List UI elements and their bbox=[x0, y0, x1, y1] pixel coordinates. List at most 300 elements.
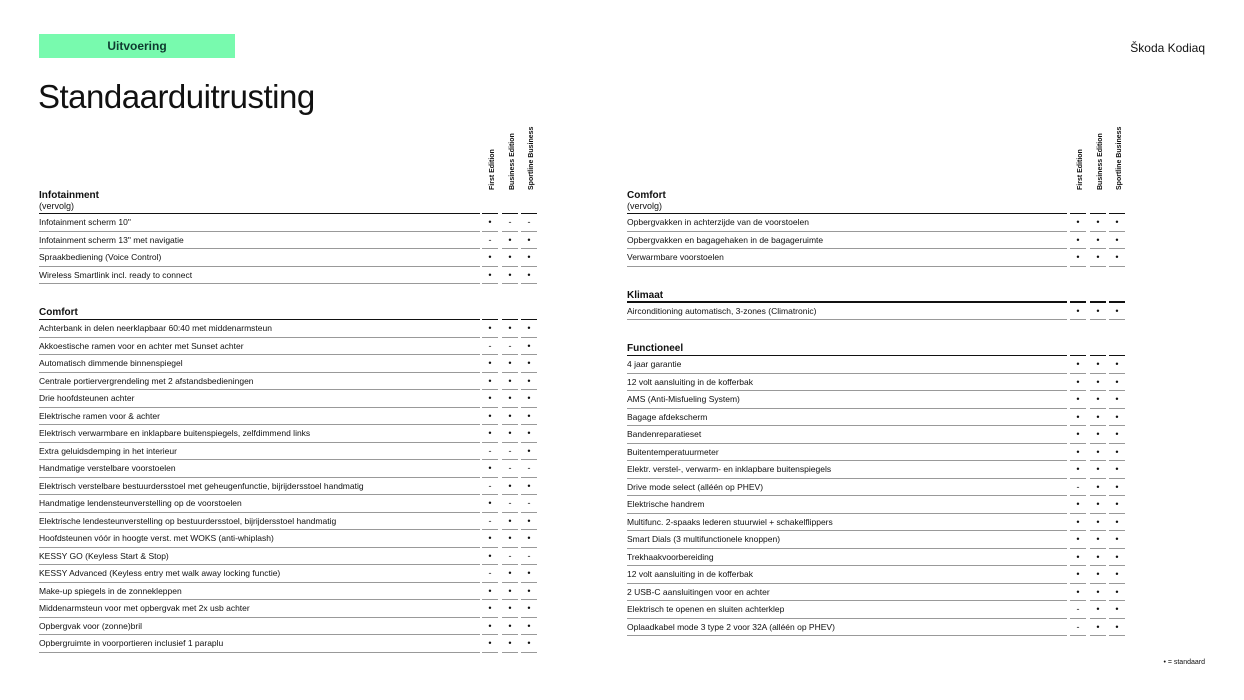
row-value: • bbox=[1076, 516, 1080, 527]
column-rule bbox=[1070, 213, 1086, 215]
column-rule bbox=[482, 337, 498, 338]
row-value: • bbox=[1115, 516, 1119, 527]
row-label: Bandenreparatieset bbox=[627, 429, 702, 439]
row-value: • bbox=[488, 638, 492, 648]
column-rule bbox=[1070, 548, 1086, 549]
row-value: • bbox=[1096, 376, 1100, 387]
row-label: AMS (Anti-Misfueling System) bbox=[627, 394, 740, 404]
row-value: • bbox=[488, 323, 492, 333]
column-rule bbox=[521, 407, 537, 408]
row-value: • bbox=[1096, 359, 1100, 369]
column-rule bbox=[521, 512, 537, 513]
row-value: • bbox=[488, 620, 492, 631]
column-rule bbox=[1070, 425, 1086, 426]
column-rule bbox=[482, 354, 498, 355]
row-rule bbox=[39, 248, 480, 249]
section-title bbox=[627, 343, 683, 354]
row-value: • bbox=[1096, 534, 1100, 544]
row-value: • bbox=[527, 340, 531, 351]
row-label: Verwarmbare voorstoelen bbox=[627, 252, 724, 262]
column-rule bbox=[1090, 355, 1106, 357]
column-rule bbox=[1109, 513, 1125, 514]
section-title-text: Klimaat bbox=[627, 289, 664, 301]
row-rule bbox=[627, 373, 1067, 374]
section-title bbox=[627, 190, 666, 212]
row-value: • bbox=[527, 252, 531, 262]
row-value: • bbox=[488, 269, 492, 280]
column-header bbox=[1070, 120, 1090, 190]
row-value: • bbox=[1096, 394, 1100, 404]
column-rule bbox=[1070, 495, 1086, 496]
row-value: • bbox=[488, 252, 492, 262]
row-value: • bbox=[1115, 429, 1119, 439]
row-value: • bbox=[527, 358, 531, 368]
row-rule bbox=[627, 460, 1067, 461]
column-rule bbox=[1109, 408, 1125, 409]
row-value: • bbox=[1115, 499, 1119, 509]
row-value: • bbox=[1096, 604, 1100, 614]
row-rule bbox=[39, 389, 480, 390]
row-label: Elektrische handrem bbox=[627, 499, 705, 509]
column-rule bbox=[1070, 635, 1086, 636]
column-rule bbox=[482, 547, 498, 548]
row-value: • bbox=[527, 480, 531, 491]
section-suffix: (vervolg) bbox=[39, 201, 75, 211]
column-rule bbox=[1090, 548, 1106, 549]
column-rule bbox=[1070, 583, 1086, 584]
row-value: • bbox=[488, 375, 492, 386]
column-rule bbox=[1109, 618, 1125, 619]
column-rule bbox=[482, 494, 498, 495]
section-rule bbox=[39, 319, 480, 321]
section-title-text: Functioneel bbox=[627, 343, 684, 354]
row-value: • bbox=[527, 533, 531, 543]
column-rule bbox=[482, 389, 498, 390]
row-value: - bbox=[1076, 481, 1080, 492]
row-value: - bbox=[488, 340, 492, 351]
column-rule bbox=[521, 266, 537, 267]
row-value: • bbox=[1115, 234, 1119, 245]
column-rule bbox=[1109, 355, 1125, 357]
row-value: • bbox=[508, 533, 512, 543]
column-rule bbox=[1070, 355, 1086, 357]
column-rule bbox=[1090, 266, 1106, 267]
row-value: - bbox=[527, 550, 531, 561]
row-rule bbox=[627, 266, 1067, 267]
column-rule bbox=[1109, 231, 1125, 232]
section-title-text: Infotainment bbox=[39, 190, 99, 201]
column-rule bbox=[1090, 319, 1106, 320]
row-value: • bbox=[527, 515, 531, 526]
row-value: • bbox=[1115, 534, 1119, 544]
row-value: • bbox=[527, 410, 531, 421]
column-rule bbox=[502, 442, 518, 443]
row-value: - bbox=[1076, 621, 1080, 632]
column-rule bbox=[482, 283, 498, 284]
row-value: • bbox=[1115, 551, 1119, 562]
column-rule bbox=[502, 407, 518, 408]
row-label: 2 USB-C aansluitingen voor en achter bbox=[627, 586, 770, 597]
row-value: • bbox=[508, 358, 512, 368]
row-rule bbox=[39, 477, 480, 478]
column-rule bbox=[1109, 373, 1125, 374]
column-rule bbox=[482, 372, 498, 373]
column-rule bbox=[482, 652, 498, 653]
row-value: • bbox=[488, 428, 492, 438]
column-rule bbox=[502, 266, 518, 267]
column-rule bbox=[502, 599, 518, 600]
row-value: • bbox=[1096, 446, 1100, 457]
column-rule bbox=[1070, 443, 1086, 444]
column-rule bbox=[482, 617, 498, 618]
row-value: • bbox=[1076, 551, 1080, 562]
row-value: - bbox=[527, 498, 531, 508]
section-tag: Uitvoering bbox=[39, 34, 235, 58]
section-title-text: Comfort bbox=[627, 190, 666, 201]
row-label: Buitentemperatuurmeter bbox=[627, 446, 719, 457]
row-value: • bbox=[508, 568, 512, 578]
row-value: • bbox=[1096, 481, 1100, 492]
column-rule bbox=[521, 231, 537, 232]
row-value: • bbox=[527, 375, 531, 386]
row-rule bbox=[627, 513, 1067, 514]
row-value: • bbox=[527, 269, 531, 280]
column-rule bbox=[482, 319, 498, 321]
column-rule bbox=[521, 372, 537, 373]
column-rule bbox=[502, 494, 518, 495]
row-value: • bbox=[527, 568, 531, 578]
row-label: Bagage afdekscherm bbox=[627, 411, 708, 422]
section-rule bbox=[627, 301, 1067, 303]
column-rule bbox=[521, 529, 537, 530]
row-value: • bbox=[508, 323, 512, 333]
column-rule bbox=[1070, 301, 1086, 303]
row-rule bbox=[627, 530, 1067, 531]
column-rule bbox=[1109, 548, 1125, 549]
row-label: Hoofdsteunen vóór in hoogte verst. met WOKS (anti-whiplash) bbox=[39, 533, 274, 543]
row-value: • bbox=[508, 515, 512, 526]
row-rule bbox=[39, 547, 480, 548]
row-label: 12 volt aansluiting in de kofferbak bbox=[627, 376, 754, 387]
column-rule bbox=[482, 407, 498, 408]
row-value: • bbox=[1115, 569, 1119, 579]
row-rule bbox=[627, 548, 1067, 549]
row-value: - bbox=[527, 463, 531, 473]
row-value: • bbox=[1076, 234, 1080, 245]
column-rule bbox=[1070, 319, 1086, 320]
row-value: • bbox=[488, 550, 492, 561]
row-value: • bbox=[1076, 411, 1080, 422]
row-value: • bbox=[1076, 305, 1080, 316]
column-rule bbox=[502, 389, 518, 390]
row-rule bbox=[627, 618, 1067, 619]
column-rule bbox=[1090, 635, 1106, 636]
row-value: • bbox=[1115, 586, 1119, 597]
column-rule bbox=[521, 459, 537, 460]
column-rule bbox=[521, 213, 537, 215]
row-value: • bbox=[527, 323, 531, 333]
row-label: Drie hoofdsteunen achter bbox=[39, 393, 135, 403]
column-rule bbox=[1070, 266, 1086, 267]
column-rule bbox=[502, 213, 518, 215]
brand-name: Škoda Kodiaq bbox=[1130, 41, 1205, 55]
row-label: Elektrisch verstelbare bestuurdersstoel met geheugenfunctie, bijrijdersstoel handmatig bbox=[39, 480, 364, 491]
row-label: KESSY GO (Keyless Start & Stop) bbox=[39, 550, 169, 561]
row-value: • bbox=[488, 217, 492, 227]
column-rule bbox=[1070, 513, 1086, 514]
column-rule bbox=[1090, 530, 1106, 531]
row-value: • bbox=[1096, 464, 1100, 474]
column-rule bbox=[482, 582, 498, 583]
column-rule bbox=[502, 564, 518, 565]
row-label: Elektrische lendesteunverstelling op bestuurdersstoel, bijrijdersstoel handmatig bbox=[39, 515, 337, 526]
row-value: • bbox=[508, 410, 512, 421]
column-rule bbox=[1070, 530, 1086, 531]
row-label: Akkoestische ramen voor en achter met Sunset achter bbox=[39, 340, 244, 351]
row-label: Opbergvak voor (zonne)bril bbox=[39, 620, 142, 631]
column-rule bbox=[1090, 248, 1106, 249]
column-rule bbox=[502, 459, 518, 460]
column-rule bbox=[482, 248, 498, 249]
row-value: • bbox=[527, 603, 531, 613]
column-header bbox=[482, 120, 502, 190]
row-value: • bbox=[1115, 394, 1119, 404]
row-value: - bbox=[508, 217, 512, 227]
row-label: Airconditioning automatisch, 3-zones (Climatronic) bbox=[627, 305, 817, 316]
row-value: - bbox=[508, 550, 512, 561]
row-value: - bbox=[508, 498, 512, 508]
row-label: Spraakbediening (Voice Control) bbox=[39, 252, 162, 262]
row-value: - bbox=[488, 480, 492, 491]
column-rule bbox=[1109, 583, 1125, 584]
column-rule bbox=[521, 564, 537, 565]
row-value: • bbox=[508, 269, 512, 280]
row-value: - bbox=[527, 217, 531, 227]
column-rule bbox=[1109, 478, 1125, 479]
section-title bbox=[627, 290, 663, 301]
column-rule bbox=[1090, 373, 1106, 374]
column-header bbox=[521, 120, 541, 190]
column-rule bbox=[521, 389, 537, 390]
column-rule bbox=[502, 231, 518, 232]
row-value: • bbox=[1115, 252, 1119, 262]
row-rule bbox=[39, 266, 480, 267]
column-rule bbox=[521, 617, 537, 618]
row-value: • bbox=[1076, 534, 1080, 544]
row-rule bbox=[39, 424, 480, 425]
column-rule bbox=[482, 529, 498, 530]
column-rule bbox=[482, 599, 498, 600]
column-rule bbox=[1090, 618, 1106, 619]
row-rule bbox=[627, 408, 1067, 409]
column-rule bbox=[1070, 390, 1086, 391]
row-value: • bbox=[488, 603, 492, 613]
column-rule bbox=[1090, 213, 1106, 215]
row-value: • bbox=[1076, 429, 1080, 439]
row-value: • bbox=[1076, 359, 1080, 369]
column-rule bbox=[1090, 460, 1106, 461]
row-value: • bbox=[508, 375, 512, 386]
column-rule bbox=[1109, 600, 1125, 601]
column-rule bbox=[482, 634, 498, 635]
column-rule bbox=[1070, 373, 1086, 374]
row-label: 12 volt aansluiting in de kofferbak bbox=[627, 569, 754, 579]
row-label: 4 jaar garantie bbox=[627, 359, 682, 369]
row-value: • bbox=[527, 638, 531, 648]
row-value: • bbox=[508, 393, 512, 403]
column-header-label: Sportline Business bbox=[528, 126, 535, 190]
row-value: • bbox=[1096, 429, 1100, 439]
column-rule bbox=[1109, 213, 1125, 215]
row-value: • bbox=[1115, 446, 1119, 457]
row-value: • bbox=[508, 234, 512, 245]
column-header-label: Sportline Business bbox=[1116, 126, 1123, 190]
column-rule bbox=[1070, 478, 1086, 479]
row-value: • bbox=[508, 620, 512, 631]
column-rule bbox=[482, 442, 498, 443]
row-value: • bbox=[508, 428, 512, 438]
row-label: Trekhaakvoorbereiding bbox=[627, 551, 714, 562]
row-value: • bbox=[1115, 464, 1119, 474]
row-value: - bbox=[1076, 604, 1080, 614]
row-value: • bbox=[1096, 516, 1100, 527]
row-label: Make-up spiegels in de zonnekleppen bbox=[39, 585, 182, 596]
row-value: • bbox=[527, 585, 531, 596]
row-rule bbox=[39, 459, 480, 460]
column-rule bbox=[521, 442, 537, 443]
column-rule bbox=[482, 459, 498, 460]
column-rule bbox=[502, 477, 518, 478]
column-rule bbox=[482, 213, 498, 215]
column-rule bbox=[521, 599, 537, 600]
row-rule bbox=[39, 529, 480, 530]
row-label: Elektrisch verwarmbare en inklapbare buitenspiegels, zelfdimmend links bbox=[39, 428, 311, 438]
row-value: • bbox=[527, 234, 531, 245]
row-rule bbox=[39, 582, 480, 583]
row-value: • bbox=[508, 638, 512, 648]
column-rule bbox=[502, 512, 518, 513]
column-rule bbox=[502, 319, 518, 321]
row-value: • bbox=[1115, 411, 1119, 422]
row-label: Achterbank in delen neerklapbaar 60:40 met middenarmsteun bbox=[39, 323, 272, 333]
column-header bbox=[1090, 120, 1110, 190]
row-label: Opbergvakken en bagagehaken in de bagageruimte bbox=[627, 234, 824, 245]
column-header-label: First Edition bbox=[1077, 149, 1084, 190]
column-rule bbox=[1070, 408, 1086, 409]
row-value: • bbox=[488, 533, 492, 543]
column-rule bbox=[1090, 583, 1106, 584]
column-rule bbox=[521, 652, 537, 653]
column-rule bbox=[1070, 618, 1086, 619]
row-label: Handmatige lendensteunverstelling op de voorstoelen bbox=[39, 498, 242, 508]
column-rule bbox=[1070, 600, 1086, 601]
row-value: • bbox=[488, 393, 492, 403]
row-value: - bbox=[488, 234, 492, 245]
row-value: • bbox=[1115, 376, 1119, 387]
row-value: • bbox=[1096, 586, 1100, 597]
row-rule bbox=[627, 583, 1067, 584]
row-value: - bbox=[508, 463, 512, 473]
column-rule bbox=[502, 248, 518, 249]
column-rule bbox=[521, 248, 537, 249]
row-rule bbox=[39, 442, 480, 443]
column-rule bbox=[1090, 425, 1106, 426]
column-rule bbox=[502, 617, 518, 618]
column-rule bbox=[502, 652, 518, 653]
column-rule bbox=[1109, 635, 1125, 636]
row-value: • bbox=[1115, 217, 1119, 227]
column-rule bbox=[1090, 301, 1106, 303]
column-rule bbox=[521, 582, 537, 583]
column-rule bbox=[521, 494, 537, 495]
column-header bbox=[502, 120, 522, 190]
row-label: Elektrische ramen voor & achter bbox=[39, 410, 160, 421]
row-label: Elektr. verstel-, verwarm- en inklapbare buitenspiegels bbox=[627, 464, 832, 474]
row-value: • bbox=[1096, 217, 1100, 227]
column-rule bbox=[1070, 231, 1086, 232]
row-rule bbox=[39, 494, 480, 495]
row-rule bbox=[39, 283, 480, 284]
row-rule bbox=[39, 634, 480, 635]
row-rule bbox=[39, 407, 480, 408]
section-rule bbox=[39, 213, 480, 215]
row-value: • bbox=[1076, 217, 1080, 227]
column-rule bbox=[1109, 301, 1125, 303]
column-rule bbox=[502, 547, 518, 548]
column-rule bbox=[482, 231, 498, 232]
row-value: • bbox=[1076, 446, 1080, 457]
section-rule bbox=[627, 213, 1067, 215]
column-rule bbox=[1090, 443, 1106, 444]
row-rule bbox=[627, 390, 1067, 391]
column-rule bbox=[1070, 248, 1086, 249]
column-rule bbox=[521, 354, 537, 355]
section-title-text: Comfort bbox=[39, 307, 78, 318]
row-value: • bbox=[1076, 569, 1080, 579]
section-title bbox=[39, 307, 78, 318]
column-rule bbox=[521, 319, 537, 321]
row-label: Centrale portiervergrendeling met 2 afstandsbedieningen bbox=[39, 375, 254, 386]
row-rule bbox=[39, 337, 480, 338]
column-rule bbox=[1090, 478, 1106, 479]
column-rule bbox=[482, 266, 498, 267]
column-rule bbox=[482, 564, 498, 565]
row-rule bbox=[627, 248, 1067, 249]
column-rule bbox=[482, 477, 498, 478]
row-rule bbox=[39, 652, 480, 653]
section-rule bbox=[627, 355, 1067, 357]
row-rule bbox=[39, 372, 480, 373]
column-rule bbox=[502, 283, 518, 284]
row-label: Oplaadkabel mode 3 type 2 voor 32A (alléén op PHEV) bbox=[627, 621, 835, 632]
row-label: Infotainment scherm 13" met navigatie bbox=[39, 234, 184, 245]
row-value: • bbox=[488, 585, 492, 596]
row-rule bbox=[39, 617, 480, 618]
row-value: • bbox=[1076, 252, 1080, 262]
column-rule bbox=[521, 337, 537, 338]
row-value: • bbox=[508, 252, 512, 262]
column-rule bbox=[521, 477, 537, 478]
row-value: - bbox=[508, 445, 512, 456]
column-header-label: First Edition bbox=[489, 149, 496, 190]
row-value: • bbox=[508, 603, 512, 613]
row-value: • bbox=[1115, 481, 1119, 492]
column-rule bbox=[1109, 425, 1125, 426]
column-header bbox=[1109, 120, 1129, 190]
column-rule bbox=[1090, 495, 1106, 496]
row-value: • bbox=[488, 410, 492, 421]
row-rule bbox=[627, 565, 1067, 566]
